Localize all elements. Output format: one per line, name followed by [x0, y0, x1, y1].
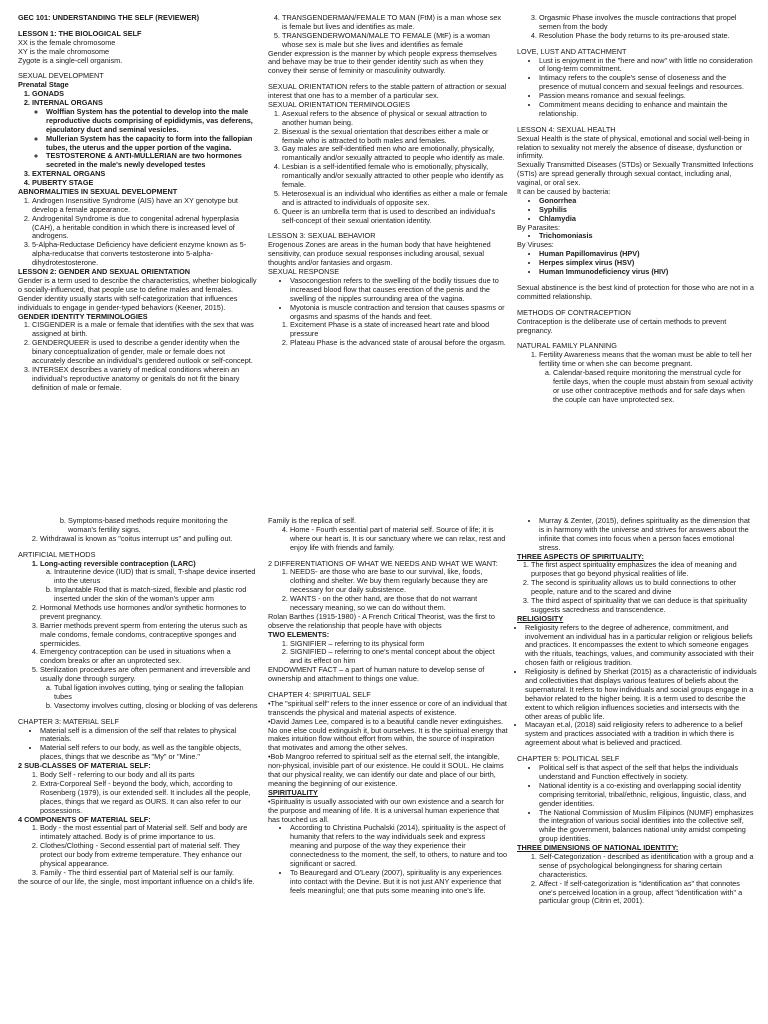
list-item: 4. Home - Fourth essential part of material self. Source of life; it is where our heart is. It is our sanctuary where we can relax, rest and enjoy life with friends and family. — [290, 526, 508, 553]
list-item: 2. Affect - If self-categorization is "identification as" that connotes one's perceived location in a group, affect "identification with" a particular group (Citrin et, 2001). — [539, 880, 757, 907]
list-item: 4. TRANSGENDERMAN/FEMALE TO MAN (FtM) is a man whose sex is female but lives and identifies as male. — [282, 14, 508, 32]
list-item: • Gonorrhea — [539, 197, 757, 206]
components-list — [18, 824, 258, 877]
column-5 — [268, 517, 508, 896]
list-item: 2. INTERNAL ORGANS ◦ Wolffian System has the potential to develop into the male reproductive ducts comprising of epididymis, vas deferens, ejaculatory duct and seminal vesicles. ◦ Mullerian System has the capacity to form into the fallopian tubes, the uterus and the upper portion of the vagina. ◦ TESTOSTERONE & ANTI-MULLERIAN are two hormones secreted in the male's newly developed testes — [32, 99, 258, 170]
gender-definition: Gender is a term used to describe the characteristics, whether biologically o socially-influenced, that people use to define males and females. — [18, 275, 257, 294]
family-source-text: the source of our life, the single, most important influence on a child's life. — [18, 876, 255, 886]
list-item: 5. Heterosexual is an individual who identifies as either a male or female and is attracted to individuals of opposite sex. — [282, 190, 508, 208]
list-item: 3. Orgasmic Phase involves the muscle contractions that propel semen from the body — [539, 14, 757, 32]
doc-title: GEC 101: UNDERSTANDING THE SELF (REVIEWER) — [18, 13, 200, 22]
list-item: 3. The third aspect of spirituality that we can deduce is that spirituality suggests sacredness and transcendence. — [531, 597, 757, 615]
endowment-text: ENDOWMENT FACT – a part of human nature to develop sense of ownership and attachment to things one value. — [268, 665, 485, 684]
list-item: 1. SIGNIFIER – referring to its physical form — [290, 640, 508, 649]
list-item: • Murray & Zenter, (2015), defines spirituality as the dimension that is in harmony with the universe and strives for answers about the infinite that comes into focus when a person faces emotional stress. — [539, 517, 757, 553]
list-item: • Syphilis — [539, 206, 757, 215]
text-xy: XY is the male chromosome — [18, 46, 110, 56]
sub-classes-list — [18, 771, 258, 815]
list-item: 3. 5-Alpha-Reductase Deficiency have deficient enzyme known as 5-alpha-reducatse that converts testosterone into 5-alpha-dihydrotestosterone. — [32, 241, 258, 268]
list-item: 3. Family - The third essential part of Material self is our family. — [40, 869, 258, 878]
list-item: 4. Lesbian is a self-identified female who is emotionally, physically, romantically and/or sexually attracted to other people who identify as female. — [282, 163, 508, 190]
column-4 — [18, 517, 258, 887]
religiosity-list — [517, 624, 757, 748]
spirituality-list — [268, 824, 508, 895]
list-item: • The National Commission of Muslim Filipinos (NUMF) emphasizes the integration of various social identities into the collective self, while the government, balances national unity amidst competing group identities. — [539, 809, 757, 845]
elements-list — [268, 640, 508, 667]
list-item: 1. GONADS — [32, 90, 258, 99]
list-item: • Trichomoniasis — [539, 232, 757, 241]
list-item: 2. Withdrawal is known as "coitus interrupt us" and pulling out. — [40, 535, 258, 544]
list-item: 2. Plateau Phase is the advanced state of arousal before the orgasm. — [290, 339, 508, 348]
list-item: 1. Long-acting reversible contraception (LARC) a. Intrauterine device (IUD) that is small, T-shape device inserted into the uterus b. Implantable Rod that is match-sized, flexible and plastic rod inserted under the skin of the woman's upper arm — [40, 560, 258, 604]
list-item: 2. Bisexual is the sexual orientation that describes either a male or female who is attracted to both males and females. — [282, 128, 508, 146]
bacteria-label: It can be caused by bacteria: — [517, 187, 611, 197]
list-item: • Vasocongestion refers to the swelling of the bodily tissues due to increased blood flow that causes erection of the penis and the swelling of the nipples surrounding area of the vagina. — [290, 277, 508, 304]
list-item: 1. Asexual refers to the absence of physical or sexual attraction to another human being. — [282, 110, 508, 128]
list-item: a. Calendar-based require monitoring the menstrual cycle for fertile days, when the couple must abstain from sexual activity or use other contraceptive methods and for safe days when the couple can have unprotected sex. — [553, 369, 757, 405]
list-item: 1. Fertility Awareness means that the woman must be able to tell her fertility time or when she can become pregnant. a. Calendar-based require monitoring the menstrual cycle for fertile days, when the couple must abstain from sexual activity or use other contraceptive methods and for safe days when the couple can have unprotected sex. — [539, 351, 757, 404]
abnormalities-list — [18, 197, 258, 268]
list-item: 2. WANTS - on the other hand, are those that do not warrant necessary meaning, so we can do without them. — [290, 595, 508, 613]
prenatal-stage-heading: Prenatal Stage — [18, 80, 69, 90]
religiosity-heading: RELIGIOSITY — [517, 613, 564, 623]
artificial-list — [18, 560, 258, 711]
list-item: • National identity is a co-existing and overlapping social identity comprising territorial, tribal/ethnic, religious, linguistic, class, and gender identities. — [539, 782, 757, 809]
list-item: 1. Self-Categorization - described as identification with a group and a sense of psychological belongingness for sharing certain characteristics. — [539, 853, 757, 880]
political-list — [517, 764, 757, 844]
chapter-4-heading: CHAPTER 4: SPIRITUAL SELF — [268, 690, 371, 700]
erogenous-zones-definition: Erogenous Zones are areas in the human body that have heightened sensitivity, can produce sexual responses including arousal, sexual thoughts and/or fantasies and orgasm. — [268, 240, 491, 268]
two-elements-heading: TWO ELEMENTS: — [268, 629, 330, 639]
needs-wants-list — [268, 568, 508, 612]
list-item: • Religiosity is defined by Sherkat (2015) as a characteristic of individuals and collectivities that displays various features of beliefs about the supernatural. It refers to how individuals and social groups engage in a behavior related to the higher being. It is a term used to describe the extent to which religion influences societies and intersects with the other areas of public life. — [525, 668, 757, 721]
list-item: 1. The first aspect spirituality emphasizes the idea of meaning and purposes that go beyond physical realities of life. — [531, 561, 757, 579]
list-item: 1. Body - the most essential part of Material self. Self and body are intimately attached. Body is of prime importance to us. — [40, 824, 258, 842]
list-item: 5. Sterilization procedures are often permanent and irreversible and usually done through surgery. a. Tubal ligation involves cutting, tying or sealing the fallopian tubes b. Vasectomy involves cutting, closing or blocking of vas deferens — [40, 666, 258, 710]
phase-list — [268, 321, 508, 348]
text-xx: XX is the female chromosome — [18, 37, 116, 47]
list-item: 3. Barrier methods prevent sperm from entering the uterus such as male condoms, female condoms, contraceptive sponges and spermicides. — [40, 622, 258, 649]
nfp-sub-list — [18, 517, 258, 535]
material-self-list — [18, 727, 258, 763]
lesson-2-heading: LESSON 2: GENDER AND SEXUAL ORIENTATION — [18, 267, 191, 277]
list-item: • Herpes simplex virus (HSV) — [539, 259, 757, 268]
david-lee-text: •David James Lee, compared is to a beautiful candle never extinguishes. No one else could extinguish it, but ourselves. It is the spiritual energy that makes intuition flow without effort from within, the source of inspiration that motivates and among the other selves. — [268, 716, 508, 753]
list-item: • Material self refers to our body, as well as the tangible objects, places, things that we describe as "My" or "Mine." — [40, 744, 258, 762]
list-item: ◦ Wolffian System has the potential to develop into the male reproductive ducts comprising of epididymis, vas deferens, ejaculatory duct and seminal vesicles. — [46, 108, 258, 135]
orientation-terminologies-heading: SEXUAL ORIENTATION TERMINOLOGIES — [268, 100, 411, 110]
orientation-list — [268, 110, 508, 226]
list-item: 2. Hormonal Methods use hormones and/or synthetic hormones to prevent pregnancy. — [40, 604, 258, 622]
list-item: a. Tubal ligation involves cutting, tying or sealing the fallopian tubes — [54, 684, 258, 702]
list-item: • Lust is enjoyment in the "here and now" with little no consideration of long-term commitment. — [539, 57, 757, 75]
column-3 — [517, 14, 757, 405]
list-item: 1. Androgen Insensitive Syndrome (AIS) have an XY genotype but develop a female appearance. — [32, 197, 258, 215]
artificial-methods-heading: ARTIFICIAL METHODS — [18, 549, 96, 559]
list-item: • Human Papillomavirus (HPV) — [539, 250, 757, 259]
column-1 — [18, 14, 258, 393]
list-item: • According to Christina Puchalski (2014), spirituality is the aspect of humanity that refers to the way individuals seek and express meaning and purpose of the way they experience their connectedness to the moment, the self, to others, to nature and too significant or sacred. — [290, 824, 508, 868]
dimensions-heading: THREE DIMENSIONS OF NATIONAL IDENTITY: — [517, 843, 679, 853]
gender-expression-definition: Gender expression is the manner by which people express themselves and behave may be true to their gender identity such as when they convey their sense of feminity or masculinity outwardly. — [268, 48, 497, 76]
list-item: a. Intrauterine device (IUD) that is small, T-shape device inserted into the uterus — [54, 568, 258, 586]
lesson-1-heading: LESSON 1: THE BIOLOGICAL SELF — [18, 28, 142, 38]
list-item: b. Implantable Rod that is match-sized, flexible and plastic rod inserted under the skin of the woman's upper arm — [54, 586, 258, 604]
abnormalities-heading: ABNORMALITIES IN SEXUAL DEVELOPMENT — [18, 187, 178, 197]
phase-list-cont — [517, 14, 757, 41]
list-item: b. Vasectomy involves cutting, closing or blocking of vas deferens — [54, 702, 258, 711]
nfp-list — [517, 351, 757, 404]
sexual-response-bullets — [268, 277, 508, 321]
list-item: 1. Body Self - referring to our body and all its parts — [40, 771, 258, 780]
methods-contraception-heading: METHODS OF CONTRACEPTION — [517, 307, 631, 317]
sub-classes-heading: 2 SUB-CLASSES OF MATERIAL SELF: — [18, 761, 151, 771]
list-item: • Intimacy refers to the couple's sense of closeness and the presence of mutual concern and sexual feelings and resources. — [539, 74, 757, 92]
components-heading: 4 COMPONENTS OF MATERIAL SELF: — [18, 814, 151, 824]
lesson-3-heading: LESSON 3: SEXUAL BEHAVIOR — [268, 231, 376, 241]
list-item: ◦ Mullerian System has the capacity to form into the fallopian tubes, the uterus and the upper portion of the vagina. — [46, 135, 258, 153]
love-list — [517, 57, 757, 119]
list-item: ◦ TESTOSTERONE & ANTI-MULLERIAN are two hormones secreted in the male's newly developed testes — [46, 152, 258, 170]
list-item: 6. Queer is an umbrella term that is used to described an individual's self-concept of their sexual orientation identity. — [282, 208, 508, 226]
needs-wants-heading: 2 DIFFERENTIATIONS OF WHAT WE NEEDS AND WHAT WE WANT: — [268, 558, 498, 568]
chapter-5-heading: CHAPTER 5: POLITICAL SELF — [517, 754, 620, 764]
spirituality-heading: SPIRITUALITY — [268, 787, 318, 797]
family-replica-text: Family is the replica of self. — [268, 516, 356, 525]
list-item: 2. Clothes/Clothing - Second essential part of material self. They protect our body from extreme temperature. They enhance our physical appearance. — [40, 842, 258, 869]
bacteria-list — [517, 197, 757, 224]
list-item: 4. Resolution Phase the body returns to its pre-aroused state. — [539, 32, 757, 41]
list-item: 5. TRANSGENDERWOMAN/MALE TO FEMALE (MtF) is a woman whose sex is male but she lives and identifies as female — [282, 32, 508, 50]
murray-list — [517, 517, 757, 553]
list-item: 2. The second is spirituality allows us to build connections to other people, nature and to the scared and divine — [531, 579, 757, 597]
abstinence-text: Sexual abstinence is the best kind of protection for those who are not in a committed relationship. — [517, 282, 754, 301]
viruses-label: By Viruses: — [517, 240, 554, 250]
spirituality-text: •Spirituality is usually associated with our own existence and a search for the purpose and meaning of life. It is a universal human experience that has touched us all. — [268, 796, 504, 824]
sti-definition: Sexually Transmitted Diseases (STDs) or Sexually Transmitted Infections (STIs) are spread generally through sexual contact, including anal, vaginal, or oral sex. — [517, 160, 754, 188]
aspects-list — [517, 561, 757, 614]
list-item: 2. Extra-Corporeal Self - beyond the body, which, according to Rosenberg (1979), is our extended self. It includes all the people, places, things that we regard as OURS. It can also refer to our possessions. — [40, 780, 258, 816]
list-item: • Political self is that aspect of the self that helps the individuals understand and Function effectively in society. — [539, 764, 757, 782]
sexual-response-heading: SEXUAL RESPONSE — [268, 267, 340, 277]
gender-identity-definition: Gender identity usually starts with self-categorization that influences individuals to engage in gender-typed behaviors (Keener, 2015). — [18, 293, 238, 312]
list-item: b. Symptoms-based methods require monitoring the woman's fertility signs. — [68, 517, 258, 535]
list-item: • Passion means romance and sexual feelings. — [539, 92, 757, 101]
nfp-list-cont — [18, 535, 258, 544]
list-item: 2. Androgenital Syndrome is due to congenital adrenal hyperplasia (CAH), a heritable condition in which there is increased level of androgens. — [32, 215, 258, 242]
bob-mangroo-text: •Bob Mangroo referred to spiritual self as the eternal self, the intangible, non-physical, invisible part of our existence. He could it SOUL. He claims that our physical reality, we can identify our date and place of our birth, meaning the beginning of our existence. — [268, 752, 504, 788]
list-item: • Macayan et.al, (2018) said religiosity refers to adherence to a belief system and practices associated with a tradition in which there is agreement about what is believed and practiced. — [525, 721, 757, 748]
list-item: • Human Immunodeficiency virus (HIV) — [539, 268, 757, 277]
list-item: 1. Excitement Phase is a state of increased heart rate and blood pressure — [290, 321, 508, 339]
gender-terminologies-heading: GENDER IDENTITY TERMINOLOGIES — [18, 311, 148, 321]
parasites-label: By Parasites: — [517, 222, 560, 232]
list-item: • Chlamydia — [539, 215, 757, 224]
contraception-definition: Contraception is the deliberate use of certain methods to prevent pregnancy. — [517, 316, 727, 335]
list-item: 2. GENDERQUEER is used to describe a gender identity when the binary conceptualization of gender, male or female does not accurately describe an individual's gendered outlook or self-concept. — [32, 339, 258, 366]
text-zygote: Zygote is a single-cell organism. — [18, 55, 123, 65]
components-list-cont — [268, 526, 508, 553]
list-item: 4. Emergency contraception can be used in situations when a condom breaks or after an unprotected sex. — [40, 648, 258, 666]
prenatal-list — [18, 90, 258, 188]
list-item: 2. SIGNIFIED – referring to one's mental concept about the object and its effect on him — [290, 648, 508, 666]
spiritual-self-text: •The "spiritual self" refers to the inner essence or core of an individual that transcends the physical and material aspects of existence. — [268, 698, 507, 717]
nfp-heading: NATURAL FAMILY PLANNING — [517, 341, 617, 351]
dimensions-list — [517, 853, 757, 906]
list-item: • To Beauregard and O'Leary (2007), spirituality is any experiences into contact with the Devine. But it is not just ANY experience that feels meaningful; one that puts some meaning into one's life. — [290, 869, 508, 896]
gender-terminologies-list-cont — [268, 14, 508, 50]
list-item: 3. Gay males are self-identified men who are emotionally, physically, romantically and/or sexually attracted to people who identify as male. — [282, 145, 508, 163]
column-6 — [517, 517, 757, 906]
chapter-3-heading: CHAPTER 3: MATERIAL SELF — [18, 716, 119, 726]
three-aspects-heading: THREE ASPECTS OF SPIRITUALITY: — [517, 551, 644, 561]
list-item: 3. INTERSEX describes a variety of medical conditions wherein an individual's reproductive anatomy or genitals do not fit the binary definition of male or female. — [32, 366, 258, 393]
sexual-health-definition: Sexual Health is the state of physical, emotional and social well-being in relation to sexuality not merely the absence of disease, dysfunction or infirmity. — [517, 133, 750, 161]
sexual-orientation-definition: SEXUAL ORIENTATION refers to the stable pattern of attraction or sexual interest that one has to a member of a particular sex. — [268, 82, 507, 101]
viruses-list — [517, 250, 757, 277]
list-item: 1. CISGENDER is a male or female that identifies with the sex that was assigned at birth. — [32, 321, 258, 339]
gender-terminologies-list — [18, 321, 258, 392]
love-lust-heading: LOVE, LUST AND ATTACHMENT — [517, 46, 627, 56]
list-item: 1. NEEDS- are those who are base to our survival, like, foods, clothing and shelter. We buy them regularly because they are necessary for our daily subsistence. — [290, 568, 508, 595]
list-item: 4. PUBERTY STAGE — [32, 179, 258, 188]
column-2 — [268, 14, 508, 348]
list-item: 3. EXTERNAL ORGANS — [32, 170, 258, 179]
list-item: • Commitment means deciding to enhance and maintain the relationship. — [539, 101, 757, 119]
list-item: • Material self is a dimension of the self that relates to physical materials. — [40, 727, 258, 745]
rolan-barthes-text: Rolan Barthes (1915-1980) - A French Critical Theorist, was the first to observe the relationship that people have with objects — [268, 611, 495, 630]
list-item: • Myotonia is muscle contraction and tension that causes spasms or orgasms and spasms of the hands and feet. — [290, 304, 508, 322]
lesson-4-heading: LESSON 4: SEXUAL HEALTH — [517, 124, 616, 134]
sexual-development-heading: SEXUAL DEVELOPMENT — [18, 71, 104, 81]
list-item: • Religiosity refers to the degree of adherence, commitment, and involvement an individual has in a particular religion or religious beliefs and practices. It encompasses the extent to which someone engages with the rituals, teachings, values, and community associated with their chosen faith or religious tradition. — [525, 624, 757, 668]
